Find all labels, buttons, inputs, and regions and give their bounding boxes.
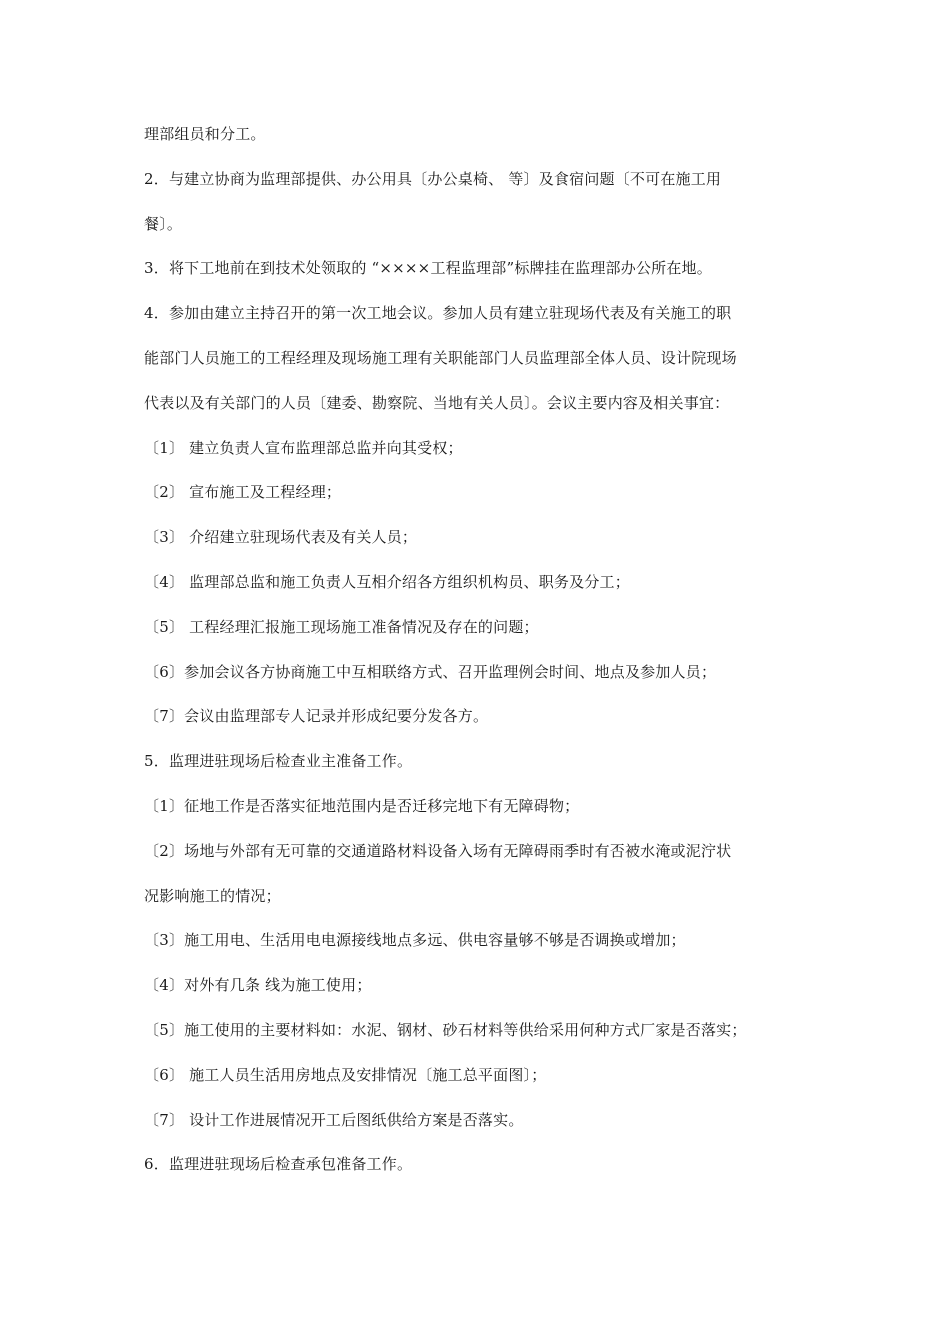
paragraph-line: 餐〕。 (144, 214, 183, 233)
list-item-line: 〔1〕征地工作是否落实征地范围内是否迁移完地下有无障碍物； (144, 796, 580, 815)
list-item-line: 〔2〕 宣布施工及工程经理； (144, 483, 342, 502)
paragraph-line: 能部门人员施工的工程经理及现场施工理有关职能部门人员监理部全体人员、设计院现场 (144, 348, 737, 367)
list-item-line: 〔6〕 施工人员生活用房地点及安排情况〔施工总平面图〕； (144, 1065, 547, 1084)
list-item-line: 况影响施工的情况； (144, 886, 281, 905)
paragraph-line: 3．将下工地前在到技术处领取的 “××××工程监理部”标牌挂在监理部办公所在地。 (144, 259, 712, 278)
document-body (144, 119, 814, 1194)
list-item-line: 〔3〕施工用电、生活用电电源接线地点多远、供电容量够不够是否调换或增加； (144, 931, 686, 950)
paragraph-line: 4．参加由建立主持召开的第一次工地会议。参加人员有建立驻现场代表及有关施工的职 (144, 304, 732, 323)
paragraph-line: 理部组员和分工。 (144, 125, 266, 143)
list-item-line: 〔6〕参加会议各方协商施工中互相联络方式、召开监理例会时间、地点及参加人员； (144, 662, 717, 681)
paragraph-line: 6．监理进驻现场后检查承包准备工作。 (144, 1155, 413, 1174)
paragraph-line: 代表以及有关部门的人员〔建委、勘察院、当地有关人员〕。会议主要内容及相关事宜： (144, 393, 730, 412)
list-item-line: 〔5〕 工程经理汇报施工现场施工准备情况及存在的问题； (144, 617, 539, 636)
list-item-line: 〔4〕对外有几条 线为施工使用； (144, 976, 372, 995)
list-item-line: 〔7〕会议由监理部专人记录并形成纪要分发各方。 (144, 707, 489, 726)
list-item-line: 〔5〕施工使用的主要材料如：水泥、钢材、砂石材料等供给采用何种方式厂家是否落实； (144, 1020, 747, 1039)
list-item-line: 〔1〕 建立负责人宣布监理部总监并向其受权； (144, 438, 463, 457)
list-item-line: 〔4〕 监理部总监和施工负责人互相介绍各方组织机构员、职务及分工； (144, 572, 630, 591)
list-item-line: 〔7〕 设计工作进展情况开工后图纸供给方案是否落实。 (144, 1110, 524, 1129)
paragraph-line: 2．与建立协商为监理部提供、办公用具〔办公桌椅、 等〕及食宿问题〔不可在施工用 (144, 169, 722, 188)
list-item-line: 〔2〕场地与外部有无可靠的交通道路材料设备入场有无障碍雨季时有否被水淹或泥泞状 (144, 841, 732, 860)
list-item-line: 〔3〕 介绍建立驻现场代表及有关人员； (144, 528, 418, 547)
paragraph-line: 5．监理进驻现场后检查业主准备工作。 (144, 752, 413, 771)
